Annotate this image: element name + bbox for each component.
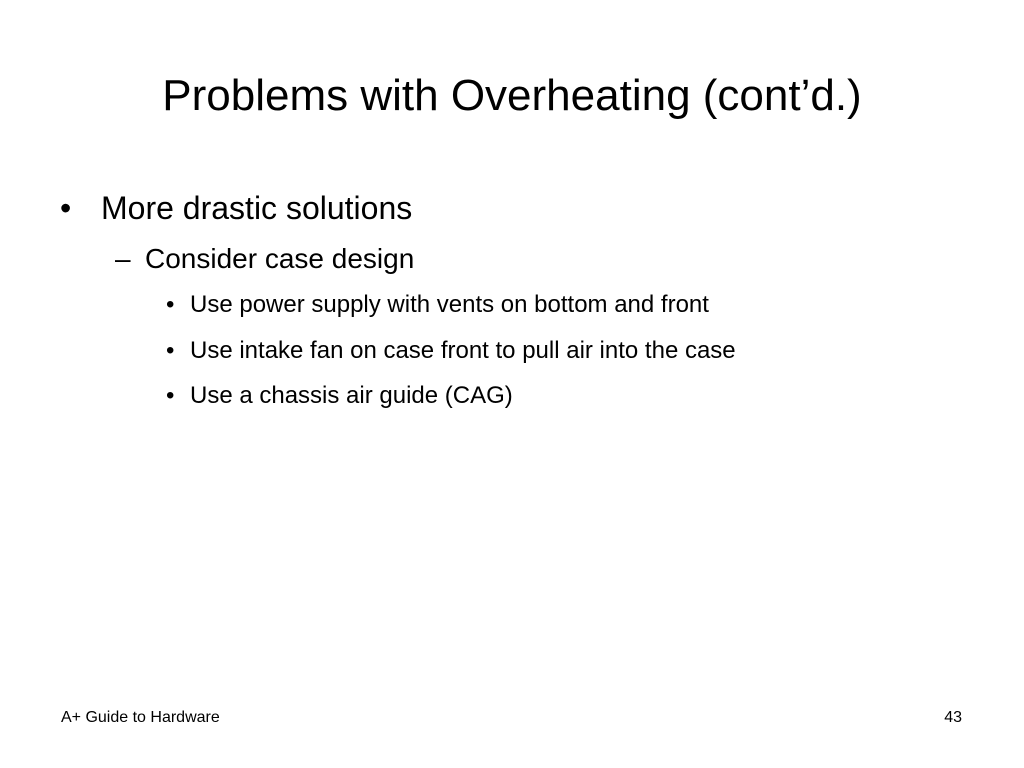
dash-marker: – [115,243,131,274]
bullet-marker: • [166,382,175,409]
bullet-marker: • [166,291,175,318]
footer-text: A+ Guide to Hardware [61,709,220,726]
bullet-text: More drastic solutions [101,190,413,226]
bullet-text: Use intake fan on case front to pull air into the case [190,337,736,364]
bullet-text: Consider case design [145,243,415,274]
bullet-text: Use a chassis air guide (CAG) [190,382,513,409]
bullet-marker: • [166,337,175,364]
slide-title: Problems with Overheating (cont’d.) [162,71,862,120]
page-number: 43 [944,709,962,726]
bullet-marker: • [60,190,72,226]
bullet-text: Use power supply with vents on bottom and front [190,291,709,318]
